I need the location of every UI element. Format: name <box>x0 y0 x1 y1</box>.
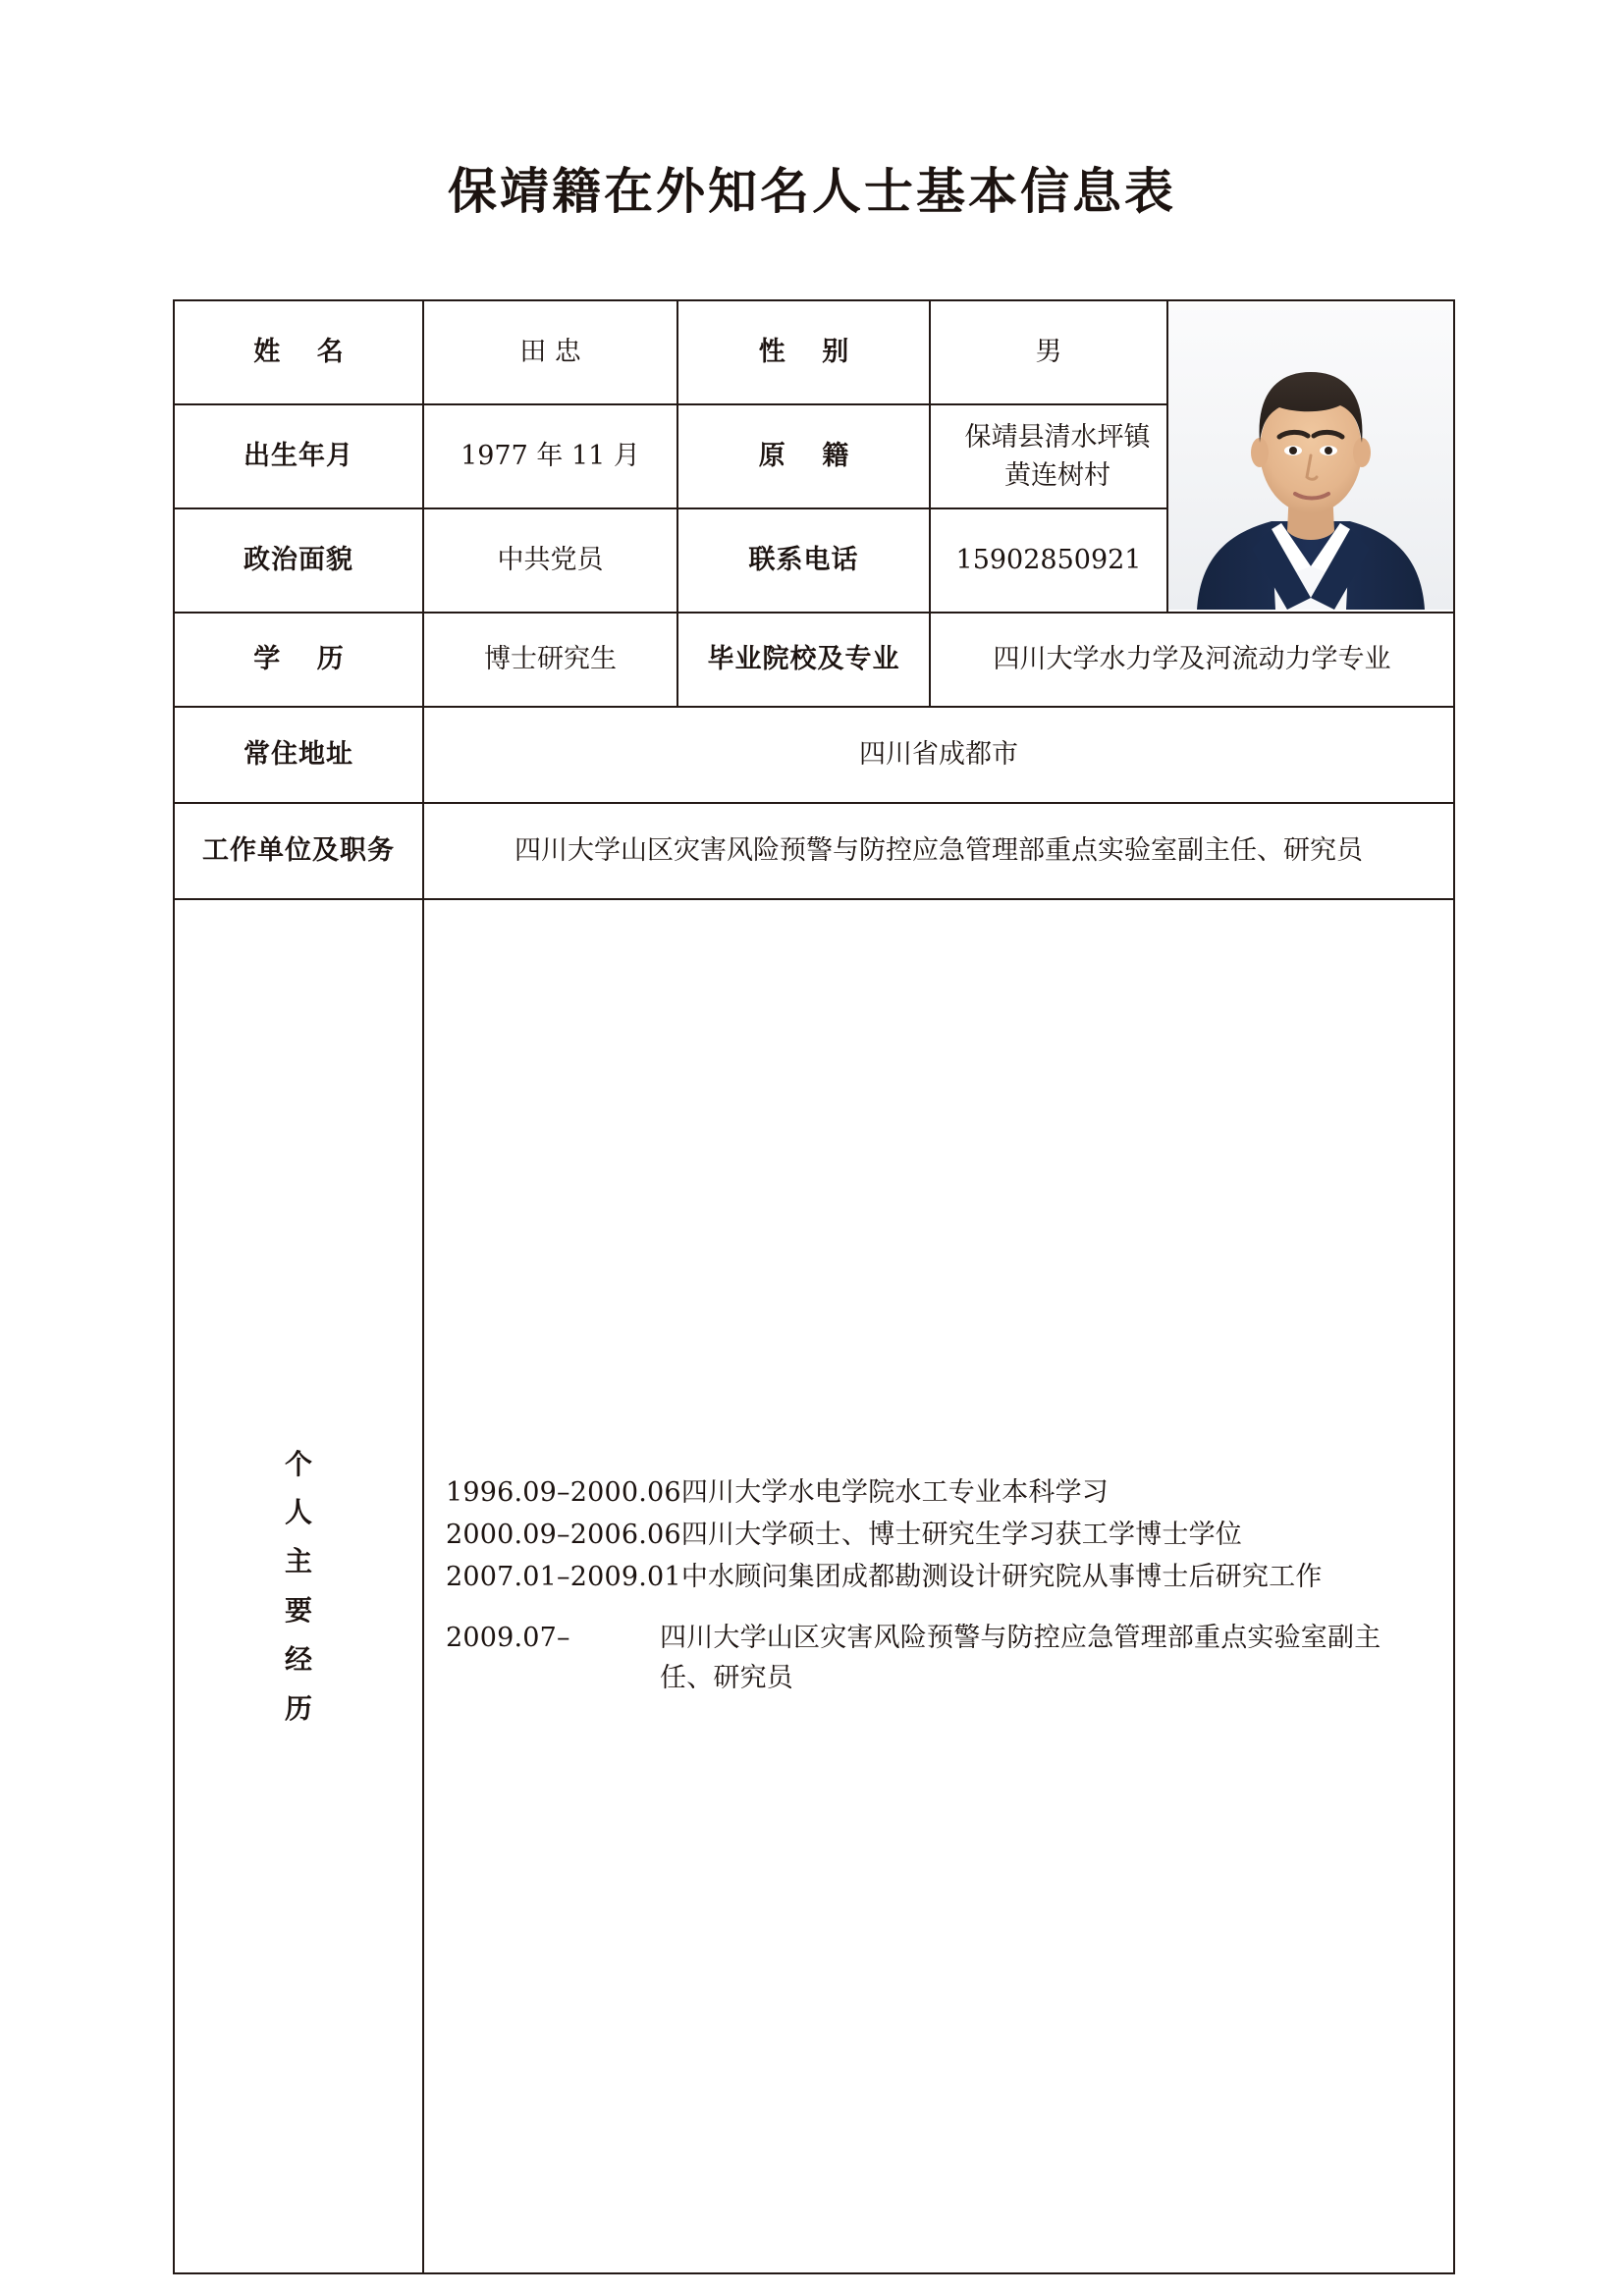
experience-description: 四川大学硕士、博士研究生学习获工学博士学位 <box>680 1520 1243 1551</box>
label-phone: 联系电话 <box>677 508 930 613</box>
table-row-experience <box>174 899 1454 2273</box>
table-row-name <box>174 300 1454 404</box>
experience-period: 2007.01–2009.01 <box>446 1562 681 1593</box>
value-school: 四川大学水力学及河流动力学专业 <box>930 613 1454 707</box>
label-experience-char: 要 <box>284 1594 312 1627</box>
value-work-unit: 四川大学山区灾害风险预警与防控应急管理部重点实验室副主任、研究员 <box>423 803 1454 899</box>
label-experience <box>174 899 423 2273</box>
value-name: 田 忠 <box>423 300 677 404</box>
value-phone: 15902850921 <box>930 508 1167 613</box>
label-name: 姓 名 <box>174 300 423 404</box>
experience-period: 2000.09–2006.06 <box>446 1520 681 1551</box>
experience-item <box>424 1515 1428 1555</box>
value-experience <box>423 899 1454 2273</box>
experience-description: 中水顾问集团成都勘测设计研究院从事博士后研究工作 <box>680 1562 1323 1593</box>
experience-item <box>424 1618 1428 1698</box>
value-birth-date: 1977 年 11 月 <box>423 404 677 508</box>
portrait-photo-image <box>1168 303 1453 610</box>
label-gender: 性 别 <box>677 300 930 404</box>
label-address: 常住地址 <box>174 707 423 803</box>
experience-list <box>424 1472 1453 1697</box>
label-experience-vertical <box>285 1440 312 1734</box>
photo-cell <box>1167 300 1454 613</box>
label-experience-char: 历 <box>284 1691 312 1725</box>
portrait-photo <box>1168 303 1453 610</box>
label-political-status: 政治面貌 <box>174 508 423 613</box>
table-row-address <box>174 707 1454 803</box>
label-birth-date: 出生年月 <box>174 404 423 508</box>
value-origin-line1: 保靖县清水坪镇 <box>964 421 1151 453</box>
experience-description: 四川大学山区灾害风险预警与防控应急管理部重点实验室副主任、研究员 <box>660 1622 1381 1693</box>
label-experience-char: 主 <box>284 1545 312 1578</box>
label-experience-char: 人 <box>284 1496 312 1529</box>
value-origin <box>930 404 1167 508</box>
label-work-unit: 工作单位及职务 <box>174 803 423 899</box>
experience-item <box>424 1557 1428 1597</box>
label-experience-char: 个 <box>284 1447 312 1480</box>
label-experience-char: 经 <box>284 1642 312 1676</box>
experience-description: 四川大学水电学院水工专业本科学习 <box>680 1477 1110 1509</box>
table-row-education <box>174 613 1454 707</box>
label-origin: 原 籍 <box>677 404 930 508</box>
personal-info-table <box>173 299 1455 2274</box>
value-education: 博士研究生 <box>423 613 677 707</box>
experience-item <box>424 1472 1428 1513</box>
experience-period: 1996.09–2000.06 <box>446 1477 681 1509</box>
value-address: 四川省成都市 <box>423 707 1454 803</box>
value-political-status: 中共党员 <box>423 508 677 613</box>
label-education: 学 历 <box>174 613 423 707</box>
value-gender: 男 <box>930 300 1167 404</box>
experience-period: 2009.07– <box>446 1622 570 1653</box>
value-origin-line2: 黄连树村 <box>1004 460 1110 491</box>
page-title: 保靖籍在外知名人士基本信息表 <box>448 162 1176 220</box>
table-row-work <box>174 803 1454 899</box>
label-school: 毕业院校及专业 <box>677 613 930 707</box>
